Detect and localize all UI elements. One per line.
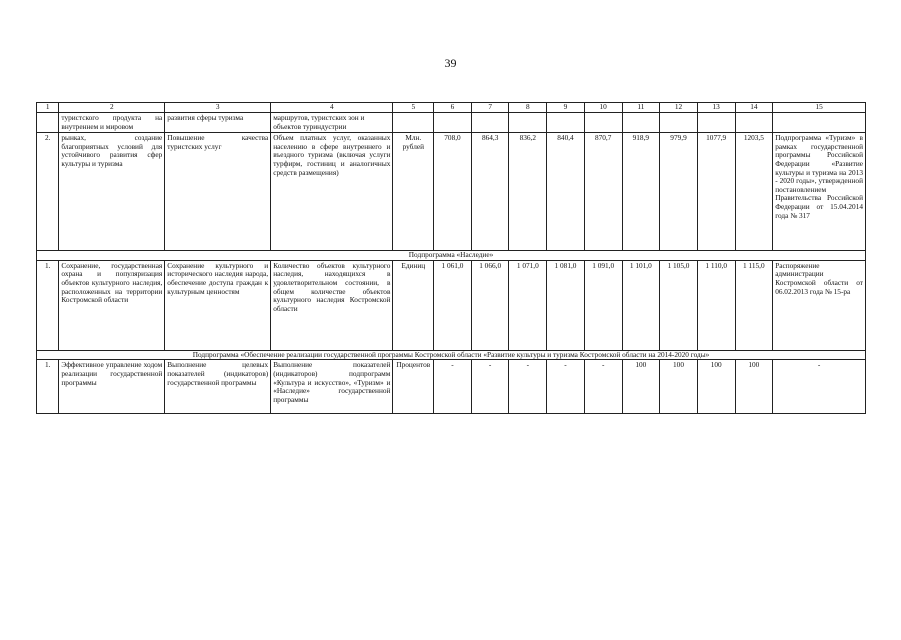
header-cell: 9 bbox=[547, 103, 585, 113]
section-heading-row bbox=[37, 350, 866, 360]
header-cell: 2 bbox=[59, 103, 165, 113]
task-cell: Сохранение культурного и исторического наследия народа, обеспечение доступа граждан к культурным ценностям bbox=[165, 260, 271, 350]
basis-cell: Распоряжение администрации Костромской области от 06.02.2013 года № 15-ра bbox=[773, 260, 866, 350]
row-number: 1. bbox=[37, 260, 59, 350]
indicator-cell: маршрутов, туристских зон и объектов туриндустрии bbox=[271, 113, 393, 133]
header-cell: 13 bbox=[697, 103, 735, 113]
value-cell bbox=[471, 113, 509, 133]
section-heading: Подпрограмма «Наследие» bbox=[37, 251, 866, 261]
unit-cell: Единиц bbox=[393, 260, 434, 350]
page-number: 39 bbox=[444, 56, 457, 70]
value-cell: - bbox=[471, 360, 509, 414]
continuation-row bbox=[37, 113, 866, 133]
task-cell: Повышение качества туристских услуг bbox=[165, 133, 271, 251]
value-cell: 100 bbox=[622, 360, 660, 414]
table-row bbox=[37, 260, 866, 350]
value-cell: 1 071,0 bbox=[509, 260, 547, 350]
value-cell: 1 091,0 bbox=[584, 260, 622, 350]
value-cell: 1203,5 bbox=[735, 133, 773, 251]
value-cell bbox=[434, 113, 472, 133]
header-cell: 15 bbox=[773, 103, 866, 113]
header-row bbox=[37, 103, 866, 113]
unit-cell: Млн. рублей bbox=[393, 133, 434, 251]
value-cell bbox=[622, 113, 660, 133]
table-row bbox=[37, 360, 866, 414]
value-cell: 870,7 bbox=[584, 133, 622, 251]
header-cell: 14 bbox=[735, 103, 773, 113]
value-cell: 979,9 bbox=[660, 133, 698, 251]
value-cell: - bbox=[584, 360, 622, 414]
header-cell: 12 bbox=[660, 103, 698, 113]
value-cell: 100 bbox=[660, 360, 698, 414]
goal-cell: Эффективное управление ходом реализации государственной программы bbox=[59, 360, 165, 414]
basis-cell: Подпрограмма «Туризм» в рамках государственной программы Российской Федерации «Развитие культуры и туризма на 2013 - 2020 годы», утвержденной постановлением Правительства Российской Федерации от 15.04.2014 года № 317 bbox=[773, 133, 866, 251]
value-cell: 1 081,0 bbox=[547, 260, 585, 350]
header-cell: 8 bbox=[509, 103, 547, 113]
header-cell: 4 bbox=[271, 103, 393, 113]
value-cell: 100 bbox=[735, 360, 773, 414]
header-cell: 1 bbox=[37, 103, 59, 113]
value-cell: 100 bbox=[697, 360, 735, 414]
value-cell: 1 101,0 bbox=[622, 260, 660, 350]
value-cell: - bbox=[509, 360, 547, 414]
goal-cell: Сохранение, государственная охрана и популяризация объектов культурного наследия, расположенных на территории Костромской области bbox=[59, 260, 165, 350]
value-cell: 836,2 bbox=[509, 133, 547, 251]
task-cell: развития сферы туризма bbox=[165, 113, 271, 133]
row-number: 1. bbox=[37, 360, 59, 414]
value-cell bbox=[697, 113, 735, 133]
indicator-cell: Количество объектов культурного наследия, находящихся в удовлетворительном состоянии, в общем количестве объектов культурного наследия Костромской области bbox=[271, 260, 393, 350]
value-cell: 840,4 bbox=[547, 133, 585, 251]
goal-cell: туристского продукта на внутреннем и мировом bbox=[59, 113, 165, 133]
value-cell: - bbox=[547, 360, 585, 414]
value-cell bbox=[509, 113, 547, 133]
header-cell: 10 bbox=[584, 103, 622, 113]
header-cell: 11 bbox=[622, 103, 660, 113]
value-cell bbox=[584, 113, 622, 133]
value-cell: - bbox=[434, 360, 472, 414]
header-cell: 6 bbox=[434, 103, 472, 113]
value-cell bbox=[660, 113, 698, 133]
header-cell: 3 bbox=[165, 103, 271, 113]
value-cell: 1 061,0 bbox=[434, 260, 472, 350]
unit-cell: Процентов bbox=[393, 360, 434, 414]
value-cell: 918,9 bbox=[622, 133, 660, 251]
header-cell: 5 bbox=[393, 103, 434, 113]
header-cell: 7 bbox=[471, 103, 509, 113]
value-cell: 1 110,0 bbox=[697, 260, 735, 350]
value-cell: 1 066,0 bbox=[471, 260, 509, 350]
value-cell: 1077,9 bbox=[697, 133, 735, 251]
row-number bbox=[37, 113, 59, 133]
basis-cell: - bbox=[773, 360, 866, 414]
section-heading-row bbox=[37, 251, 866, 261]
unit-cell bbox=[393, 113, 434, 133]
value-cell bbox=[735, 113, 773, 133]
goal-cell: рынках, создание благоприятных условий для устойчивого развития сфер культуры и туризма bbox=[59, 133, 165, 251]
indicator-cell: Выполнение показателей (индикаторов) подпрограмм «Культура и искусство», «Туризм» и «Наследие» государственной программы bbox=[271, 360, 393, 414]
indicator-cell: Объем платных услуг, оказанных населению в сфере внутреннего и въездного туризма (включая услуги турфирм, гостиниц и аналогичных средств размещения) bbox=[271, 133, 393, 251]
row-number: 2. bbox=[37, 133, 59, 251]
table-row bbox=[37, 133, 866, 251]
section-heading: Подпрограмма «Обеспечение реализации государственной программы Костромской области «Развитие культуры и туризма Костромской области на 2014-2020 годы» bbox=[37, 350, 866, 360]
indicators-table bbox=[36, 102, 866, 414]
value-cell: 1 115,0 bbox=[735, 260, 773, 350]
value-cell bbox=[547, 113, 585, 133]
value-cell: 864,3 bbox=[471, 133, 509, 251]
value-cell: 1 105,0 bbox=[660, 260, 698, 350]
basis-cell bbox=[773, 113, 866, 133]
task-cell: Выполнение целевых показателей (индикаторов) государственной программы bbox=[165, 360, 271, 414]
value-cell: 708,0 bbox=[434, 133, 472, 251]
